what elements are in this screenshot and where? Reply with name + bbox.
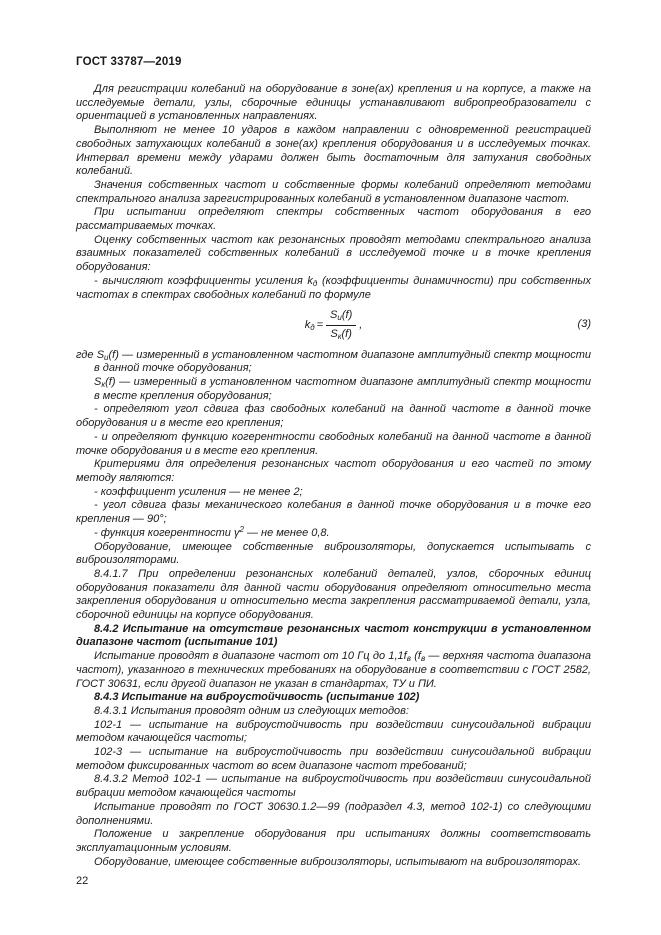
formula-subscript: д: [312, 278, 318, 288]
definition-s-i: где $S_и(f)$ — измеренный в установленном частотном диапазоне амплитудный спектр мощности в данной точке оборудования;: [76, 348, 591, 375]
definition-s-k: $S_к(f)$ — измеренный в установленном частотном диапазоне амплитудный спектр мощности в месте крепления оборудования;: [94, 376, 591, 402]
paragraph-frequency-range: Испытание проводят в диапазоне частот от 10 Гц до $1,1f_в$ ($f_в$ — верхняя частота диапазона частот), указанного в технических требованиях на оборудование в соответствии с ГОСТ 2582, ГОСТ 30631, если другой диапазон не указан в стандартах, ТУ и ПИ.: [76, 650, 591, 690]
paragraph: Положение и закрепление оборудования при испытаниях должны соответствовать эксплуатационным условиям.: [76, 828, 591, 854]
equation-3: [76, 309, 591, 341]
paragraph: Для регистрации колебаний на оборудование в зоне(ах) крепления и на корпусе, а также на исследуемые детали, узлы, сборочные единицы устанавливают вибропреобразователи с ориентацией в установленных направлениях.: [76, 83, 591, 123]
clause-8-4-3-1: 8.4.3.1 Испытания проводят одним из следующих методов:: [94, 704, 409, 717]
fraction-numerator: $S_и(f)$: [326, 309, 356, 326]
list-item: - коэффициент усиления — не менее 2;: [94, 485, 303, 498]
list-item-method-102-3: 102-3 — испытание на виброустойчивость при воздействии синусоидальной вибрации методом фиксированных частот во всем диапазоне частот требований;: [76, 746, 591, 772]
paragraph: Оборудование, имеющее собственные виброизоляторы, допускается испытывать с виброизоляторами.: [76, 540, 591, 567]
paragraph: Значения собственных частот и собственные формы колебаний определяют методами спектрального анализа зарегистрированных колебаний в установленном диапазоне частот.: [76, 178, 591, 205]
list-item: - угол сдвига фазы механического колебания в данной точке оборудования и в точке его крепления — 90°;: [76, 499, 591, 526]
paragraph: Оценку собственных частот как резонансных проводят методами спектрального анализа взаимных показателей собственных колебаний в исследуемой точке и в точке крепления оборудования:: [76, 233, 591, 274]
section-heading-8-4-3: 8.4.3 Испытание на виброустойчивость (испытание 102): [94, 691, 420, 704]
equation-number: (3): [577, 318, 591, 331]
list-item: - определяют угол сдвига фаз свободных колебаний на данной частоте в данной точке оборудования и в месте его крепления;: [76, 403, 591, 430]
formula-subscript: в: [420, 654, 426, 664]
formula-variable: k: [307, 274, 313, 287]
formula-variable: f: [417, 650, 421, 663]
formula-comma: ,: [359, 319, 363, 332]
page-number: 22: [76, 875, 89, 887]
document-header: ГОСТ 33787—2019: [76, 56, 182, 68]
formula-subscript: и: [104, 352, 109, 362]
list-item-coherence: - функция когерентности $\gamma^2$ — не менее 0,8.: [94, 524, 330, 539]
fraction: [326, 309, 356, 341]
paragraph: Испытание проводят по ГОСТ 30630.1.2—99 (подраздел 4.3, метод 102-1) со следующими дополнениями.: [76, 800, 591, 827]
formula-variable: S: [96, 348, 105, 361]
list-item-coefficient: - вычисляют коэффициенты усиления $k_д$ (коэффициенты динамичности) при собственных частотах в спектрах свободных колебаний по формуле: [76, 274, 591, 301]
formula-variable: γ: [233, 526, 240, 539]
list-item-method-102-1: 102-1 — испытание на виброустойчивость при воздействии синусоидальной вибрации методом качающейся частоты;: [76, 718, 591, 745]
equation-lhs: $k_д$: [304, 319, 315, 333]
document-body: [76, 83, 591, 869]
formula-variable: S: [94, 376, 102, 389]
fraction-denominator: $S_к(f)$: [330, 327, 352, 341]
formula-superscript: 2: [239, 524, 244, 534]
list-item: - и определяют функцию когерентности свободных колебаний на данной частоте в данной точке оборудования и в месте его крепления.: [76, 430, 591, 457]
equals-sign: =: [316, 319, 324, 332]
formula-subscript: в: [406, 654, 411, 664]
formula-variable: f: [403, 650, 407, 663]
formula-subscript: к: [101, 380, 106, 390]
paragraph: Выполняют не менее 10 ударов в каждом направлении с одновременной регистрацией свободных затухающих колебаний в зоне(ах) крепления оборудования и в исследуемых точках. Интервал времени между ударами должен быть достаточным для затухания свободных колебаний.: [76, 124, 591, 178]
clause-8-4-3-2: 8.4.3.2 Метод 102-1 — испытание на виброустойчивость при воздействии синусоидальной вибрации методом качающейся частоты: [76, 773, 591, 800]
paragraph: Критериями для определения резонансных частот оборудования и его частей по этому методу являются:: [76, 458, 591, 484]
section-heading-8-4-2: 8.4.2 Испытание на отсутствие резонансных частот конструкции в установленном диапазоне частот (испытание 101): [76, 622, 591, 649]
paragraph: Оборудование, имеющее собственные виброизоляторы, испытывают на виброизоляторах.: [94, 855, 581, 868]
clause-8-4-1-7: 8.4.1.7 При определении резонансных колебаний деталей, узлов, сборочных единиц оборудования показатели для данной части оборудования определяют относительно места закрепления оборудования и относительно места закрепления рассматриваемой детали, узла, сборочной единицы на корпусе оборудования.: [76, 567, 591, 622]
paragraph: При испытании определяют спектры собственных частот оборудования в его рассматриваемых точках.: [76, 206, 591, 233]
